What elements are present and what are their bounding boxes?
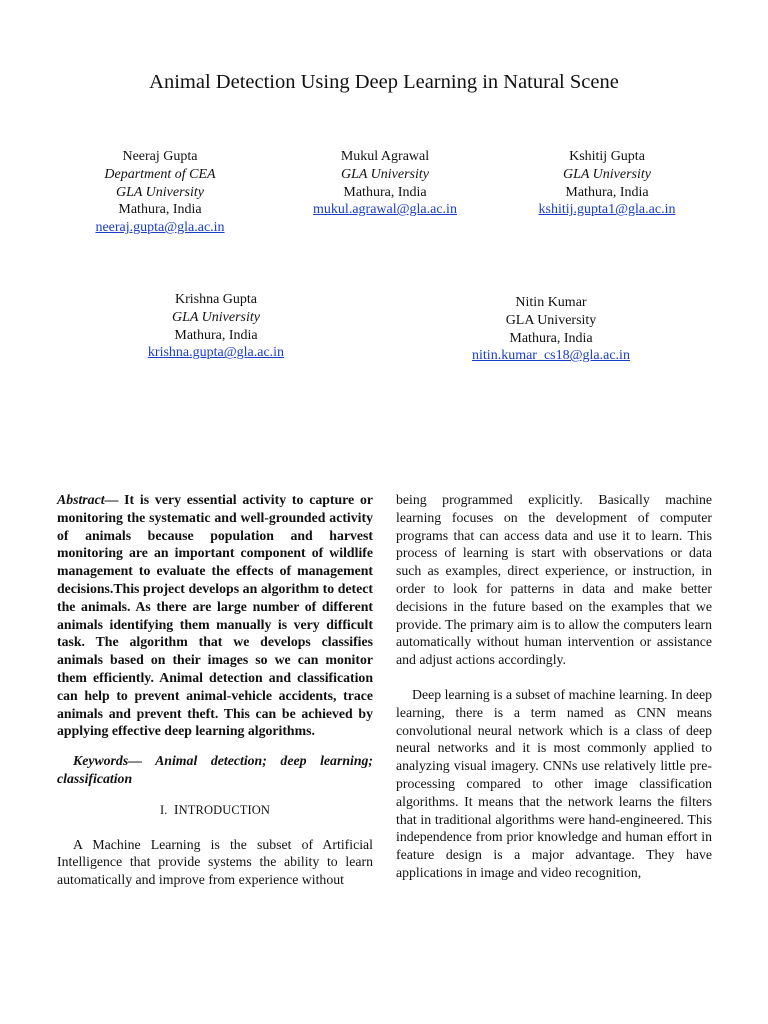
- keywords: [57, 752, 373, 788]
- author-department: Department of CEA: [104, 166, 216, 182]
- abstract-dash: —: [104, 492, 125, 507]
- keywords-text: — Animal detection; deep learning; classification: [57, 753, 373, 786]
- author-name: Kshitij Gupta: [569, 149, 645, 164]
- author-email-link[interactable]: mukul.agrawal@gla.ac.in: [313, 202, 457, 218]
- author-affiliation: GLA University: [562, 166, 651, 182]
- paper-title: Animal Detection Using Deep Learning in Natural Scene: [149, 71, 619, 93]
- section-title-rest: NTRODUCTION: [178, 802, 271, 817]
- author-affiliation: GLA University: [115, 184, 204, 200]
- author-block-5: [441, 294, 661, 365]
- section-number: I.: [159, 802, 168, 817]
- author-block-3: [507, 148, 707, 219]
- author-block-4: [116, 291, 316, 362]
- author-email-link[interactable]: kshitij.gupta1@gla.ac.in: [538, 202, 676, 218]
- author-email-link[interactable]: neeraj.gupta@gla.ac.in: [95, 220, 225, 236]
- author-block-1: [60, 148, 260, 237]
- author-email-link[interactable]: nitin.kumar_cs18@gla.ac.in: [472, 348, 630, 364]
- author-city: Mathura, India: [565, 184, 649, 200]
- left-column: [57, 491, 373, 889]
- section-first-letter: I: [173, 802, 179, 818]
- author-name: Neeraj Gupta: [122, 149, 198, 164]
- author-city: Mathura, India: [509, 330, 593, 346]
- author-email-link[interactable]: krishna.gupta@gla.ac.in: [147, 345, 285, 361]
- intro-paragraph-1-continued: being programmed explicitly. Basically machine learning focuses on the development of computer programs that can access data and use it to learn. This process of learning is start with observations or data such as examples, direct experience, or instruction, in order to look for patterns in data and make better decisions in the future based on the examples that we provide. The primary aim is to allow the computers learn automatically without human intervention or assistance and adjust actions accordingly.: [396, 492, 712, 668]
- author-city: Mathura, India: [118, 202, 202, 218]
- abstract-label: Abstract: [57, 492, 105, 507]
- keywords-label: Keywords: [73, 753, 129, 769]
- author-affiliation: GLA University: [340, 166, 429, 182]
- author-block-2: [285, 148, 485, 219]
- author-name: Krishna Gupta: [174, 292, 258, 307]
- abstract-text: It is very essential activity to capture or monitoring the systematic and well-grounded activity of animals because population and harvest monitoring are an important component of wildlife management to evaluate the effects of management decisions.This project develops an algorithm to detect the animals. As there are large number of different animals identifying them manually is very difficult task. The algorithm that we develops classifies animals based on their images so we can monitor them efficiently. Animal detection and classification can help to prevent animal-vehicle accidents, trace animals and prevent theft. This can be achieved by applying effective deep learning algorithms.: [57, 492, 373, 739]
- abstract: [57, 491, 373, 740]
- right-column: [396, 491, 712, 882]
- author-name: Mukul Agrawal: [340, 149, 430, 164]
- intro-paragraph-2: Deep learning is a subset of machine learning. In deep learning, there is a term named as CNN means convolutional neural network which is a class of deep neural networks and it is most commonly applied to analyzing visual imagery. CNNs use relatively little pre-processing compared to other image classification algorithms. It means that the network learns the filters that in traditional algorithms were hand-engineered. This independence from prior knowledge and human effort in feature design is a major advantage. They have applications in image and video recognition,: [396, 686, 712, 880]
- author-name: Nitin Kumar: [515, 295, 587, 310]
- intro-paragraph-1: A Machine Learning is the subset of Artificial Intelligence that provide systems the ability to learn automatically and improve from experience without: [57, 836, 373, 888]
- author-city: Mathura, India: [343, 184, 427, 200]
- section-heading: [57, 802, 373, 820]
- author-city: Mathura, India: [174, 327, 258, 343]
- author-affiliation: GLA University: [505, 312, 597, 328]
- author-affiliation: GLA University: [171, 309, 260, 325]
